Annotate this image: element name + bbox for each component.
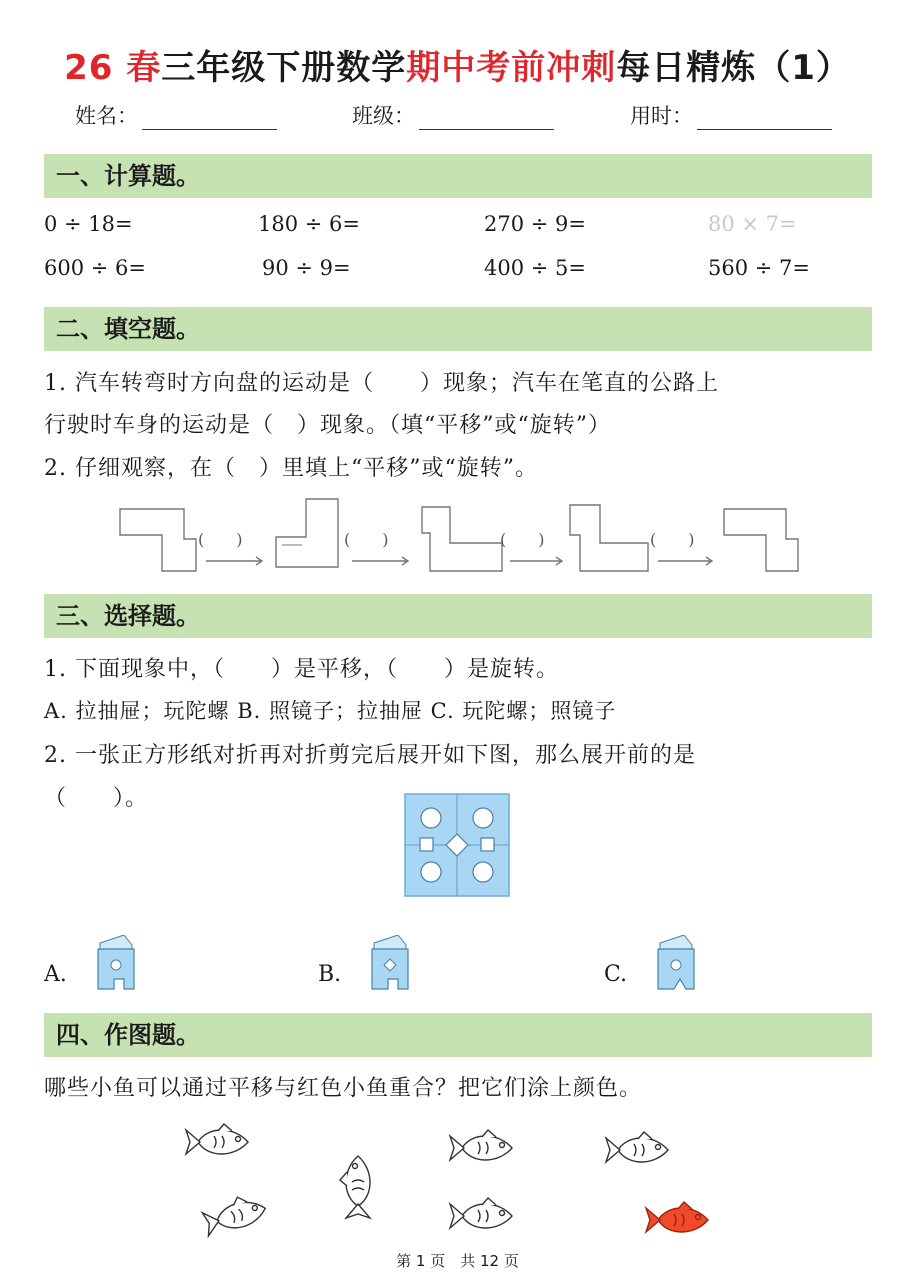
fish-4[interactable] bbox=[340, 1156, 370, 1218]
calc-item: 400 ÷ 5= bbox=[484, 256, 586, 280]
class-field[interactable] bbox=[352, 100, 554, 130]
time-field[interactable] bbox=[630, 100, 832, 130]
unfolded-paper-figure bbox=[404, 793, 510, 897]
shape-4 bbox=[570, 505, 648, 571]
option-a-folded-paper[interactable] bbox=[94, 935, 142, 995]
class-blank[interactable] bbox=[419, 109, 554, 130]
name-field[interactable] bbox=[75, 100, 277, 130]
fish-3[interactable] bbox=[606, 1132, 668, 1162]
option-c-label[interactable]: C. bbox=[604, 962, 628, 987]
time-label: 用时： bbox=[630, 104, 693, 128]
fish-1[interactable] bbox=[186, 1124, 248, 1154]
shape-2 bbox=[276, 499, 338, 567]
choice-question-1-options: A. 拉抽屉；玩陀螺 B. 照镜子；拉抽屉 C. 玩陀螺；照镜子 bbox=[44, 699, 617, 723]
calc-item: 0 ÷ 18= bbox=[44, 212, 133, 236]
answer-paren-1[interactable]: ( ) bbox=[198, 530, 243, 549]
answer-paren-3[interactable]: ( ) bbox=[500, 530, 545, 549]
fish-area bbox=[180, 1118, 740, 1250]
section-header-choice: 三、选择题。 bbox=[44, 594, 872, 638]
fish-6[interactable] bbox=[450, 1198, 512, 1228]
arrow-3 bbox=[510, 557, 562, 565]
choice-question-2-line-1: 2. 一张正方形纸对折再对折剪完后展开如下图，那么展开前的是 bbox=[44, 743, 696, 768]
drawing-instruction: 哪些小鱼可以通过平移与红色小鱼重合？把它们涂上颜色。 bbox=[44, 1076, 643, 1101]
name-blank[interactable] bbox=[142, 109, 277, 130]
calc-item: 180 ÷ 6= bbox=[258, 212, 360, 236]
red-fish bbox=[646, 1202, 708, 1232]
fish-5[interactable] bbox=[201, 1191, 269, 1236]
title-season: 26 春 bbox=[64, 48, 162, 88]
answer-paren-2[interactable]: ( ) bbox=[344, 530, 389, 549]
option-c-folded-paper[interactable] bbox=[654, 935, 702, 995]
class-label: 班级： bbox=[352, 104, 415, 128]
name-label: 姓名： bbox=[75, 104, 138, 128]
page-title bbox=[0, 40, 915, 89]
shape-3 bbox=[422, 507, 502, 571]
fill-question-1-line-1: 1. 汽车转弯时方向盘的运动是（ ）现象；汽车在笔直的公路上 bbox=[44, 371, 719, 396]
shape-5 bbox=[724, 509, 798, 571]
choice-question-1: 1. 下面现象中，（ ）是平移，（ ）是旋转。 bbox=[44, 657, 559, 682]
option-b-folded-paper[interactable] bbox=[368, 935, 416, 995]
shape-1 bbox=[120, 509, 196, 571]
calc-item: 90 ÷ 9= bbox=[262, 256, 351, 280]
arrow-1 bbox=[206, 557, 262, 565]
section-header-fill: 二、填空题。 bbox=[44, 307, 872, 351]
option-a-label[interactable]: A. bbox=[44, 962, 67, 987]
section-header-calc: 一、计算题。 bbox=[44, 154, 872, 198]
title-suffix: 每日精炼（1） bbox=[616, 48, 851, 88]
calc-item-faded: 80 × 7= bbox=[708, 212, 797, 236]
choice-question-2-line-2: （ ）。 bbox=[44, 786, 149, 811]
arrow-4 bbox=[658, 557, 712, 565]
answer-paren-4[interactable]: ( ) bbox=[650, 530, 695, 549]
page-footer: 第 1 页 共 12 页 bbox=[396, 1252, 519, 1270]
time-blank[interactable] bbox=[697, 109, 832, 130]
section-header-drawing: 四、作图题。 bbox=[44, 1013, 872, 1057]
fill-question-1-line-2: 行驶时车身的运动是（ ）现象。（填“平移”或“旋转”） bbox=[44, 413, 611, 438]
title-highlight: 期中考前冲刺 bbox=[406, 48, 617, 88]
option-b-label[interactable]: B. bbox=[318, 962, 342, 987]
fish-2[interactable] bbox=[450, 1130, 512, 1160]
title-grade: 三年级下册数学 bbox=[161, 48, 407, 88]
fill-question-2: 2. 仔细观察，在（ ）里填上“平移”或“旋转”。 bbox=[44, 456, 538, 481]
arrow-2 bbox=[352, 557, 408, 565]
calc-item: 600 ÷ 6= bbox=[44, 256, 146, 280]
calc-item: 270 ÷ 9= bbox=[484, 212, 586, 236]
calc-item: 560 ÷ 7= bbox=[708, 256, 810, 280]
